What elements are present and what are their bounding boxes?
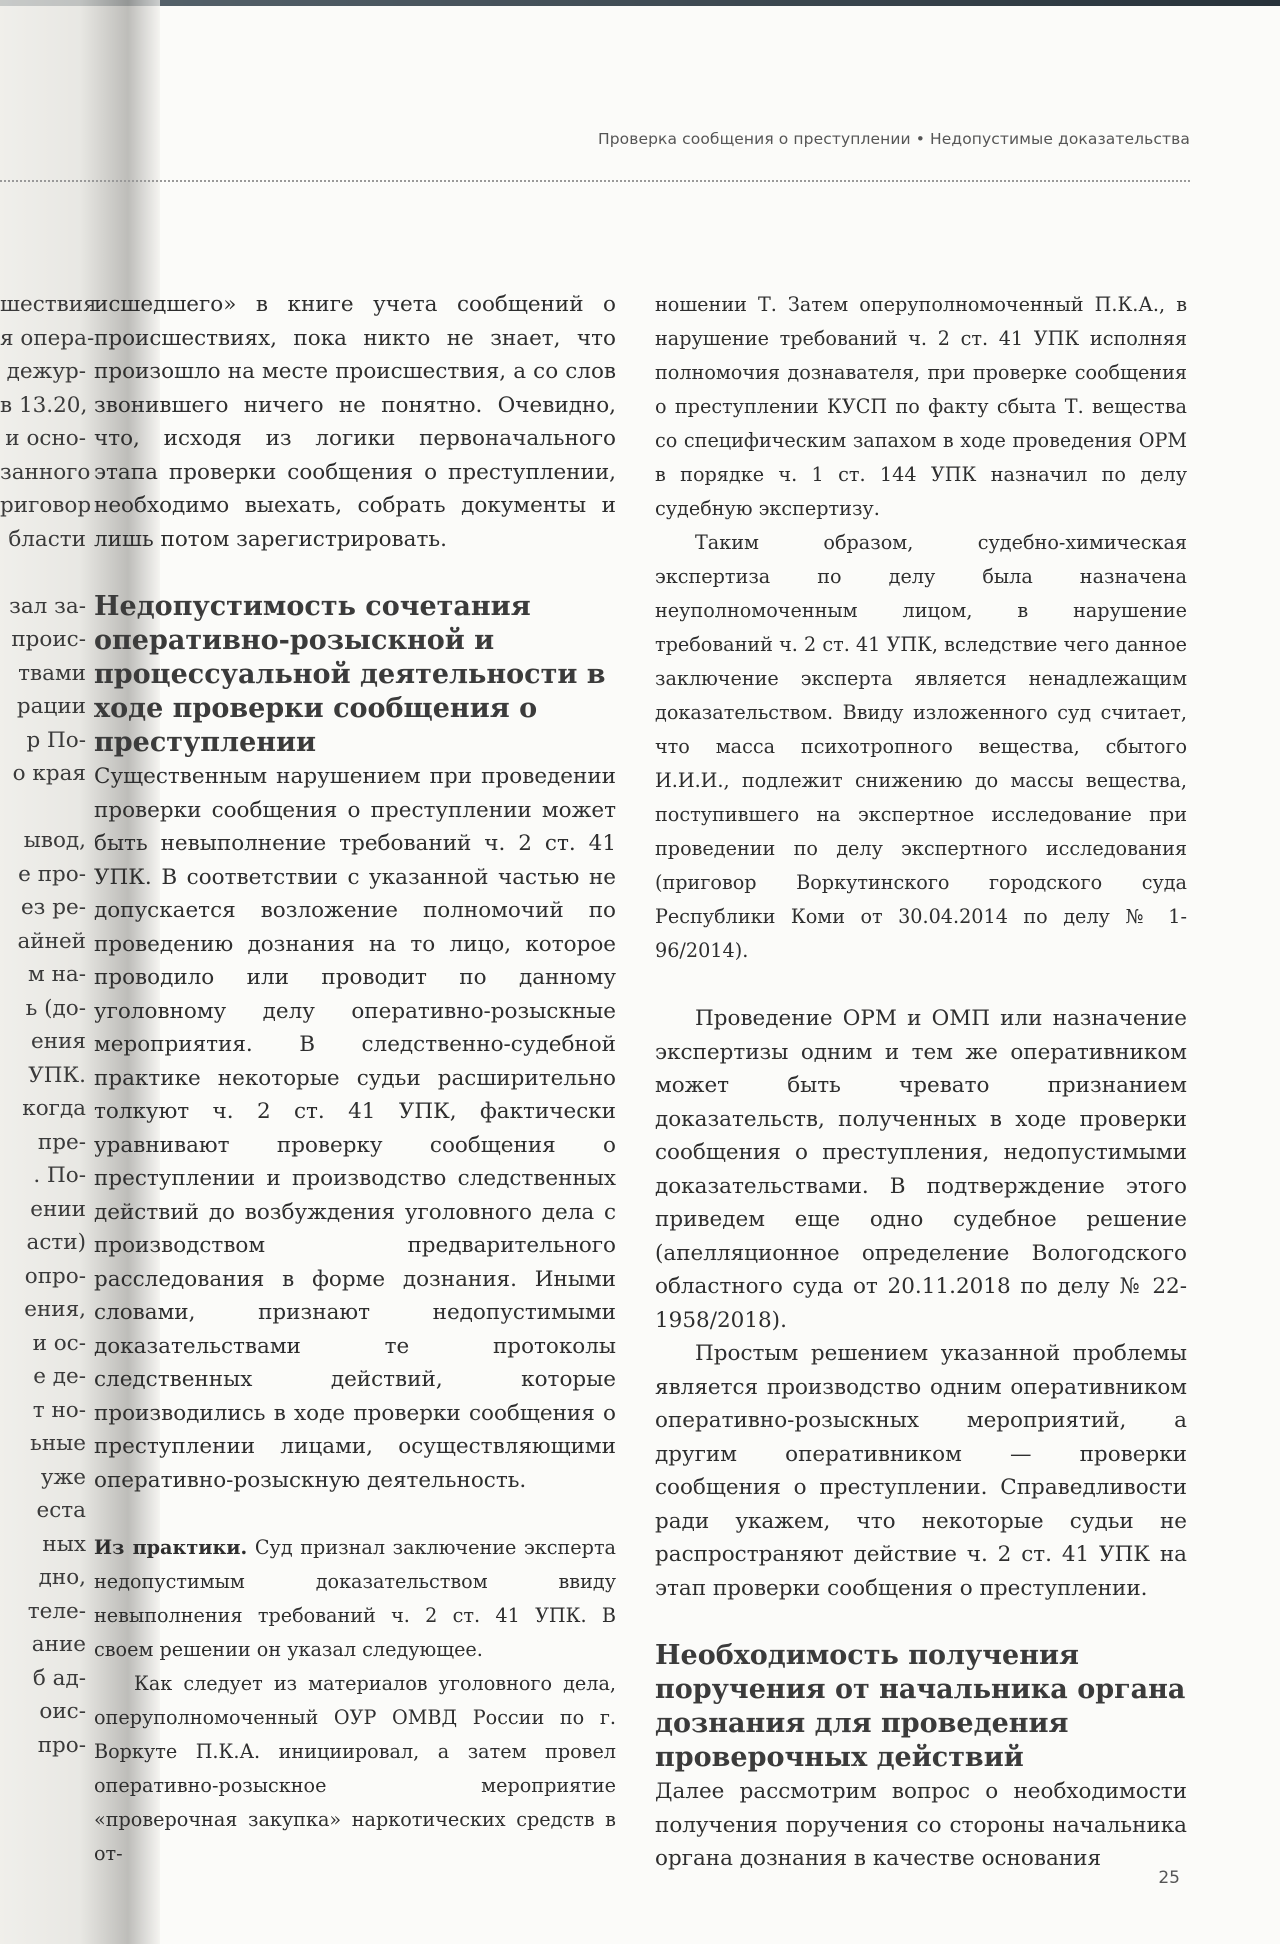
right-column [655,288,1187,1876]
facing-page-line [0,556,86,590]
section-heading-instruction: Необходимость получения поручения от начальника органа дознания для проведения проверочных действий [655,1640,1186,1773]
facing-page-line: про- [37,1732,86,1758]
facing-page-line: и ос- [32,1330,86,1356]
facing-page-line: ения [31,1029,86,1054]
left-column [94,288,616,1871]
facing-page-line: УПК. [28,1062,86,1088]
facing-page-line: т но- [32,1397,86,1423]
facing-page-line: ных [42,1531,86,1557]
facing-page-line: асти) [26,1230,86,1255]
case-quote-continued: ношении Т. Затем оперуполномоченный П.К.А., в нарушение требований ч. 2 ст. 41 УПК исполняя полномочия дознавателя, при проверке сообщения о преступлении КУСП по факту сбыта Т. вещества со специфическим запахом в ходе проведения ОРМ в порядке ч. 1 ст. 144 УПК назначил по делу судебную экспертизу. [655,293,1187,520]
facing-page-line: дежур- [6,359,86,384]
facing-page-line: теле- [27,1598,86,1624]
case-example [94,1531,616,1667]
facing-page-line: в 13.20, [0,392,88,418]
facing-page-line: опро- [24,1263,86,1289]
facing-page-line: дно, [38,1565,86,1590]
facing-page-line: я опера- [0,325,95,351]
facing-page-fragment [0,288,97,1762]
intro-paragraph: исшедшего» в книге учета сообщений о происшествиях, пока никто не знает, что произошло на месте происшествия, а со слов звонившего ничего не понятно. Очевидно, что, исходя из логики первоначального этапа проверки сообщения о преступлении, необходимо выехать, собрать документы и лишь потом зарегистрировать. [94,292,616,552]
facing-page-line: уже [40,1464,86,1490]
facing-page-line: ь (до- [25,995,86,1021]
header-dotted-rule [0,180,1190,182]
facing-page-line: пре- [37,1129,86,1155]
facing-page-line [0,791,86,825]
section-heading-inadmissibility: Недопустимость сочетания оперативно-розыскной и процессуальной деятельности в ходе проверки сообщения о преступлении [94,591,606,758]
facing-page-line: е про- [18,861,86,887]
paragraph-orm-expertise: Проведение ОРМ и ОМП или назначение экспертизы одним и тем же оперативником может быть чревато признанием доказательств, полученных в ходе проверки сообщения о преступления, недопустимыми доказательствами. В подтверждение этого приведем еще одно судебное решение (апелляционное определение Вологодского областного суда от 20.11.2018 по делу № 22-1958/2018). [655,1006,1187,1333]
facing-page-line: ез ре- [20,895,86,920]
facing-page-line: б ад- [32,1665,86,1691]
facing-page-line: ание [31,1632,86,1657]
case-text: Суд признал заключение эксперта недопустимым доказательством ввиду невыполнения требований ч. 2 ст. 41 УПК. В своем решении он указал следующее. [94,1536,616,1661]
facing-page-line: и осно- [5,426,86,451]
facing-page-line: ении [30,1196,86,1222]
facing-page-line: когда [22,1096,86,1121]
facing-page-line: е де- [33,1364,86,1389]
running-header: Проверка сообщения о преступлении • Недопустимые доказательства [597,130,1190,148]
case-quote: Как следует из материалов уголовного дела, оперуполномоченный ОУР ОМВД России по г. Воркуте П.К.А. инициировал, а затем провел оперативно-розыскное мероприятие «проверочная закупка» наркотических средств в от- [94,1672,616,1865]
facing-page-line: шествия [0,292,97,317]
case-quote-conclusion: Таким образом, судебно-химическая экспертиза по делу была назначена неуполномоченным лицом, в нарушение требований ч. 2 ст. 41 УПК, вследствие чего данное заключение эксперта является ненадлежащим доказательством. Ввиду изложенного суд считает, что масса психотропного вещества, сбытого И.И.И., подлежит снижению до массы вещества, поступившего на экспертное исследование при проведении по делу экспертного исследования (приговор Воркутинского городского суда Республики Коми от 30.04.2014 по делу № 1-96/2014). [655,531,1187,962]
page-number: 25 [1158,1868,1180,1888]
top-edge-bar [0,0,1280,6]
facing-page-line: . По- [33,1163,86,1188]
facing-page-line: занного [0,459,91,485]
facing-page-line: еста [36,1498,86,1523]
facing-page-line: твами [18,660,86,686]
facing-page-line: р По- [26,727,86,753]
facing-page-line: оис- [39,1699,86,1724]
facing-page-line: о края [12,761,86,786]
facing-page-line: ения, [24,1297,86,1322]
facing-page-line: проис- [11,627,86,652]
facing-page-line: риговор [0,493,92,518]
facing-page-line: м на- [28,962,86,987]
paragraph-violation: Существенным нарушением при проведении проверки сообщения о преступлении может быть невыполнение требований ч. 2 ст. 41 УПК. В соответствии с указанной частью не допускается возложение полномочий по проведению дознания на то лицо, которое проводило или проводит по данному уголовному делу оперативно-розыскные мероприятия. В следственно-судебной практике некоторые судьи расширительно толкуют ч. 2 ст. 41 УПК, фактически уравнивают проверку сообщения о преступлении и производство следственных действий до возбуждения уголовного дела с производством предварительного расследования в форме дознания. Иными словами, признают недопустимыми доказательствами те протоколы следственных действий, которые производились в ходе проверки сообщения о преступлении лицами, осуществляющими оперативно-розыскную деятельность. [94,764,616,1493]
facing-page-line: рации [16,694,86,719]
facing-page-line: зал за- [9,593,86,619]
facing-page-line: айней [17,928,86,954]
facing-page-line: ывод, [23,828,86,853]
facing-page-line: бласти [8,526,86,552]
case-lead: Из практики. [94,1536,248,1559]
paragraph-instruction: Далее рассмотрим вопрос о необходимости получения поручения со стороны начальника органа дознания в качестве основания [655,1779,1187,1871]
facing-page-line: ьные [30,1431,86,1456]
paragraph-solution: Простым решением указанной проблемы является производство одним оперативником оперативно-розыскных мероприятий, а другим оперативником — проверки сообщения о преступлении. Справедливости ради укажем, что некоторые судьи не распространяют действие ч. 2 ст. 41 УПК на этап проверки сообщения о преступлении. [655,1341,1187,1601]
